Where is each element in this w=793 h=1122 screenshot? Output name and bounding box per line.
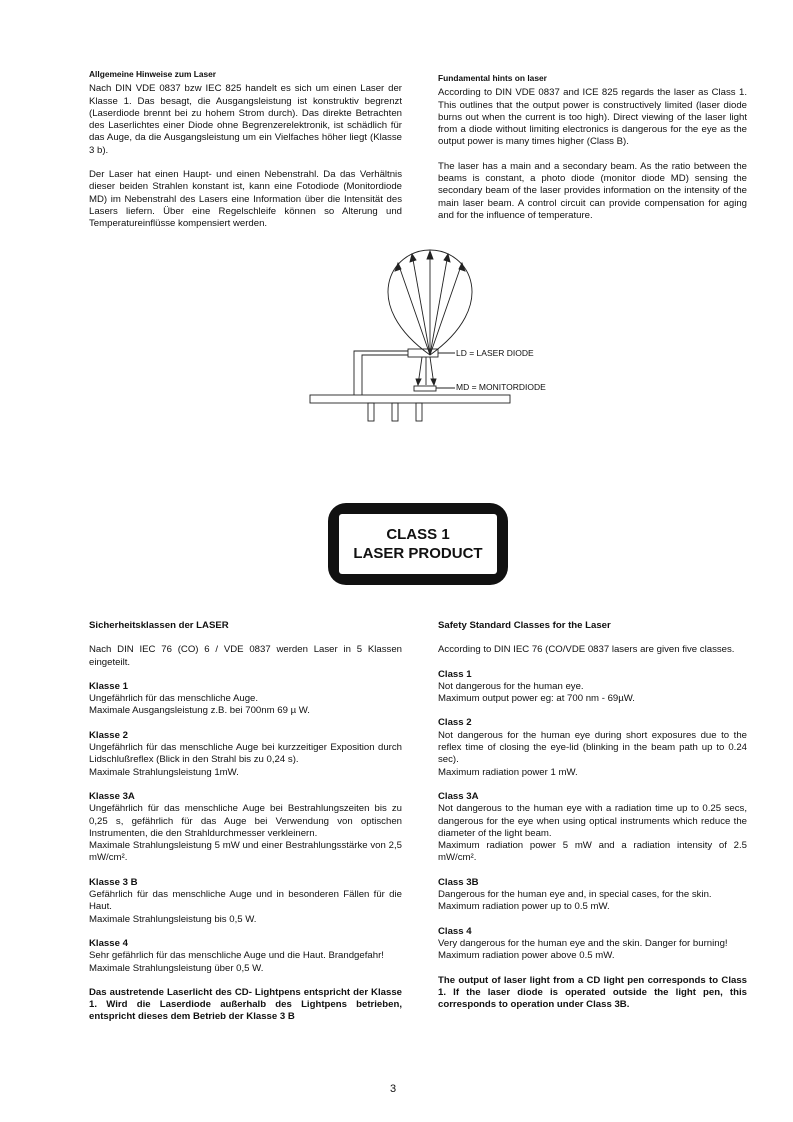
- english-class-4-line-1: Very dangerous for the human eye and the skin. Danger for burning!: [438, 937, 728, 949]
- german-classes-heading: Sicherheitsklassen der LASER: [89, 620, 229, 631]
- english-class-3a: [438, 791, 747, 865]
- badge-line-2: LASER PRODUCT: [353, 545, 483, 562]
- english-closing-statement: The output of laser light from a CD light pen corresponds to Class 1. If the laser diode is operated outside the light pen, this corresponds to operation under Class 3B.: [438, 974, 747, 1011]
- english-class-1-line-1: Not dangerous for the human eye.: [438, 680, 584, 692]
- english-class-2-title: Class 2: [438, 717, 472, 729]
- english-class-3b-title: Class 3B: [438, 876, 479, 888]
- english-class-3a-title: Class 3A: [438, 790, 479, 802]
- english-intro-paragraph-2: The laser has a main and a secondary beam. As the ratio between the beams is constant, a photo diode (monitor diode MD) sensing the secondary beam of the laser provides information on the intensity of the main laser beam. A control circuit can provide compensation for aging and for the influence of temperature.: [438, 160, 747, 221]
- english-classes-section: [438, 620, 747, 1011]
- german-class-3a-line-1: Ungefährlich für das menschliche Auge bei Bestrahlungszeiten bis zu 0,25 s, gefährlich für das Auge bei Verwendung von optischen Instrumenten, die den Strahldurchmesser verkleinern.: [89, 803, 402, 839]
- german-class-3b: [89, 877, 402, 926]
- german-class-2-line-1: Ungefährlich für das menschliche Auge bei kurzzeitiger Exposition durch Lidschlußreflex (Blick in den Strahl bis zu 0,24 s).: [89, 742, 402, 766]
- monitor-diode: [414, 386, 436, 391]
- english-classes-intro: According to DIN IEC 76 (CO/VDE 0837 lasers are given five classes.: [438, 644, 735, 656]
- base-plate: [310, 395, 510, 403]
- german-class-1: [89, 681, 402, 718]
- english-class-2-line-1: Not dangerous for the human eye during short exposures due to the reflex time of closing the eye-lid (blinking in the beam path up to 0.24 sec).: [438, 729, 747, 766]
- german-class-1-title: Klasse 1: [89, 680, 128, 692]
- english-class-3b-line-1: Dangerous for the human eye and, in special cases, for the skin.: [438, 889, 712, 901]
- english-intro-paragraph-1: According to DIN VDE 0837 and ICE 825 regards the laser as Class 1. This outlines that the output power is constructively limited (laser diode burns out when the current is too high). Direct viewing of the laser light from a diode without limiting electronics is dangerous for the eye as the output power is many times higher (Class B).: [438, 87, 747, 148]
- german-intro-heading: Allgemeine Hinweise zum Laser: [89, 69, 217, 79]
- english-class-2: [438, 717, 747, 778]
- german-classes-section: [89, 620, 402, 1024]
- german-class-3b-title: Klasse 3 B: [89, 876, 138, 888]
- english-class-4-title: Class 4: [438, 925, 472, 937]
- german-classes-intro: Nach DIN IEC 76 (CO) 6 / VDE 0837 werden Laser in 5 Klassen eingeteilt.: [89, 644, 402, 668]
- german-class-4-line-1: Sehr gefährlich für das menschliche Auge und die Haut. Brandgefahr!: [89, 950, 384, 962]
- english-intro-section: [438, 72, 747, 222]
- badge-inner-panel: [339, 514, 497, 574]
- german-closing-statement: Das austretende Laserlicht des CD- Lightpens entspricht der Klasse 1. Wird die Laserdiode außerhalb des Lightpens betrieben, entspricht dieses dem Betrieb der Klasse 3 B: [89, 986, 402, 1023]
- english-class-3a-line-1: Not dangerous to the human eye with a radiation time up to 0.25 secs, dangerous for the eye when using optical instruments which reduce the diameter of the light beam.: [438, 803, 747, 839]
- german-intro-paragraph-1: Nach DIN VDE 0837 bzw IEC 825 handelt es sich um einen Laser der Klasse 1. Das besagt, die Ausgangsleistung ist konstruktiv begrenzt (Laserdiode brennt bei zu hohem Strom durch). Das direkte Betrachten des Laserlichtes einer Diode ohne Begrenzerelektronik, ist schädlich für das Auge, da die Ausgangsleistung um ein Vielfaches höher liegt (Klasse 3 b).: [89, 83, 402, 156]
- german-class-2-line-2: Maximale Strahlungsleistung 1mW.: [89, 766, 239, 778]
- page-number: 3: [390, 1083, 397, 1095]
- english-intro-heading: Fundamental hints on laser: [438, 73, 547, 83]
- german-class-3a-line-2: Maximale Strahlungsleistung 5 mW und einer Bestrahlungsstärke von 2,5 mW/cm².: [89, 840, 402, 864]
- english-class-4: [438, 926, 747, 963]
- german-class-2: [89, 730, 402, 779]
- laser-diagram: [300, 245, 560, 435]
- german-class-4-title: Klasse 4: [89, 937, 128, 949]
- german-class-3b-line-2: Maximale Strahlungsleistung bis 0,5 W.: [89, 913, 257, 925]
- german-class-1-line-2: Maximale Ausgangsleistung z.B. bei 700nm 69 µ W.: [89, 705, 310, 717]
- english-class-4-line-2: Maximum radiation power above 0.5 mW.: [438, 950, 615, 962]
- german-class-4: [89, 938, 402, 975]
- german-class-4-line-2: Maximale Strahlungsleistung über 0,5 W.: [89, 962, 264, 974]
- english-class-1-line-2: Maximum output power eg: at 700 nm - 69µW.: [438, 693, 635, 705]
- ld-label: LD = LASER DIODE: [456, 348, 534, 358]
- english-class-2-line-2: Maximum radiation power 1 mW.: [438, 766, 578, 778]
- german-class-1-line-1: Ungefährlich für das menschliche Auge.: [89, 693, 259, 705]
- english-class-1: [438, 669, 747, 706]
- english-class-3a-line-2: Maximum radiation power 5 mW and a radiation intensity of 2.5 mW/cm².: [438, 840, 747, 864]
- english-class-3b: [438, 877, 747, 914]
- german-intro-paragraph-2: Der Laser hat einen Haupt- und einen Nebenstrahl. Da das Verhältnis dieser beiden Strahlen konstant ist, kann eine Fotodiode (Monitordiode MD) im Nebenstrahl des Lasers eine Information über die Intensität des Lasers liefern. Über eine Regelschleife können so Alterung und Temperatureinflüsse kompensiert werden.: [89, 169, 402, 230]
- english-class-1-title: Class 1: [438, 668, 472, 680]
- english-classes-heading: Safety Standard Classes for the Laser: [438, 620, 611, 631]
- english-class-3b-line-2: Maximum radiation power up to 0.5 mW.: [438, 901, 610, 913]
- german-class-2-title: Klasse 2: [89, 729, 128, 741]
- badge-line-1: CLASS 1: [386, 526, 450, 543]
- german-class-3a-title: Klasse 3A: [89, 790, 135, 802]
- md-label: MD = MONITORDIODE: [456, 382, 546, 392]
- class-1-laser-product-badge: [328, 503, 508, 585]
- german-intro-section: [89, 68, 402, 231]
- german-class-3a: [89, 791, 402, 865]
- german-class-3b-line-1: Gefährlich für das menschliche Auge und in besonderen Fällen für die Haut.: [89, 889, 402, 913]
